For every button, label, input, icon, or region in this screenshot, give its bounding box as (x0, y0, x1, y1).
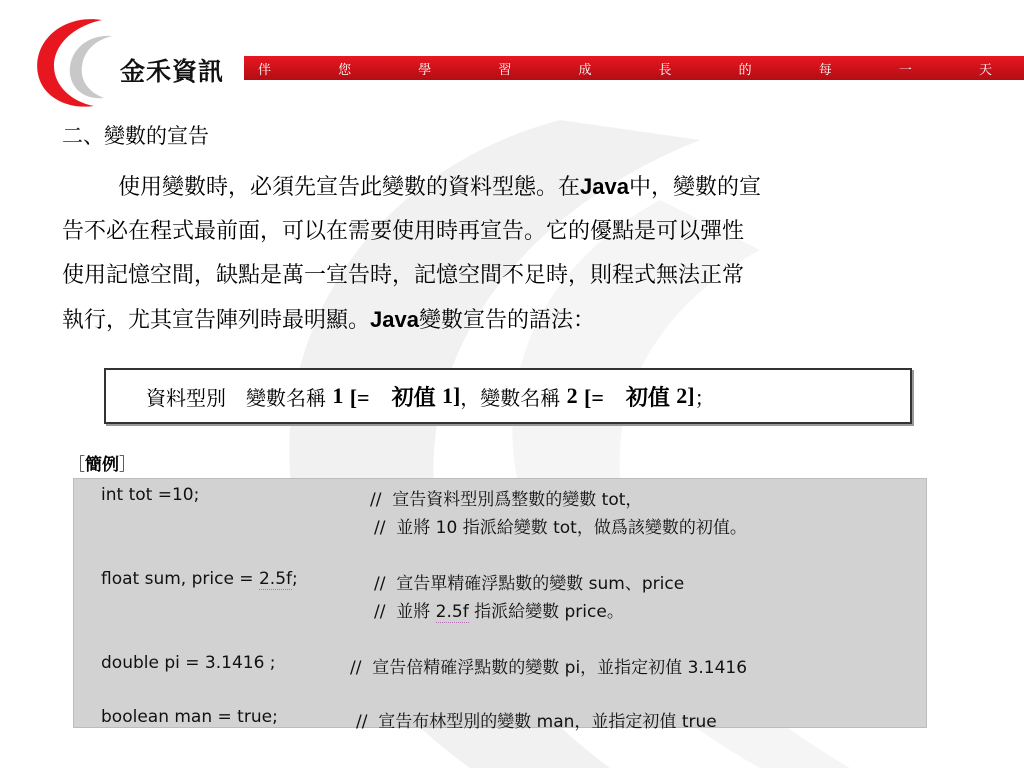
code-literal: 2.5f (258, 569, 292, 589)
slogan-char: 每 (818, 62, 832, 78)
code-comment: // 宣告布林型別的變數 man，並指定初值 true (356, 712, 717, 732)
paragraph-line: 使用記憶空間，缺點是萬一宣告時，記憶空間不足時，則程式無法正常 (62, 263, 745, 288)
code-comment: // 宣告倍精確浮點數的變數 pi，並指定初值 3.1416 (350, 658, 748, 678)
code-text: ; (292, 569, 298, 589)
example-title: 簡例 (85, 455, 119, 475)
code-comment: // 並將 10 指派給變數 tot，做爲該變數的初值。 (374, 518, 747, 538)
code-example-box (73, 478, 927, 732)
text-run: 變數宣告的語法： (418, 308, 595, 333)
slogan-char: 成 (578, 62, 592, 78)
code-text: float sum, price = (101, 569, 259, 589)
syntax-number: 1 (332, 383, 344, 408)
comment-text: // 並將 (374, 602, 436, 622)
slogan-char: 天 (978, 62, 992, 78)
slogan-banner (244, 56, 1024, 80)
syntax-number: 1] (441, 383, 461, 408)
code-statement (101, 569, 298, 589)
paragraph-line (62, 298, 962, 343)
java-keyword: Java (370, 307, 419, 332)
syntax-bracket: [= 初值 (349, 384, 436, 410)
java-keyword: Java (580, 174, 629, 199)
slogan-char: 一 (898, 62, 912, 78)
paragraph-line (62, 165, 962, 210)
code-statement: double pi = 3.1416 ; (101, 653, 276, 673)
brand-name: 金禾資訊 (120, 57, 225, 86)
syntax-number: 2 (566, 383, 578, 408)
comment-text: 指派給變數 price。 (468, 602, 624, 622)
paragraph-line: 告不必在程式最前面，可以在需要使用時再宣告。它的優點是可以彈性 (62, 219, 745, 244)
company-logo (32, 14, 124, 110)
body-paragraph (62, 165, 962, 343)
slogan-char: 伴 (258, 62, 272, 78)
code-comment (374, 597, 624, 622)
text-run: 中，變數的宣 (628, 175, 761, 200)
section-heading: 二、變數的宣告 (62, 124, 209, 148)
slogan-char: 學 (418, 62, 432, 78)
slogan-char: 您 (338, 62, 352, 78)
slogan-char: 習 (498, 62, 512, 78)
syntax-bracket: [= 初值 (584, 384, 670, 410)
example-label (68, 450, 136, 475)
syntax-box (104, 368, 912, 424)
slogan-char: 的 (738, 62, 752, 78)
code-comment: // 宣告資料型別爲整數的變數 tot， (370, 490, 643, 510)
bracket: ］ (119, 455, 136, 475)
bracket: ［ (68, 455, 85, 475)
text-run: 執行，尤其宣告陣列時最明顯。 (62, 308, 371, 333)
syntax-part: ； (694, 385, 715, 410)
text-run: 使用變數時，必須先宣告此變數的資料型態。在 (118, 175, 581, 200)
code-statement: boolean man = true; (101, 707, 278, 727)
code-statement: int tot =10; (101, 485, 200, 505)
syntax-part: ，變數名稱 (460, 385, 561, 410)
syntax-part: 資料型別 變數名稱 (146, 385, 326, 410)
syntax-number: 2] (676, 383, 695, 408)
code-comment: // 宣告單精確浮點數的變數 sum、price (374, 574, 685, 594)
slogan-char: 長 (658, 62, 672, 78)
code-literal: 2.5f (435, 602, 469, 622)
